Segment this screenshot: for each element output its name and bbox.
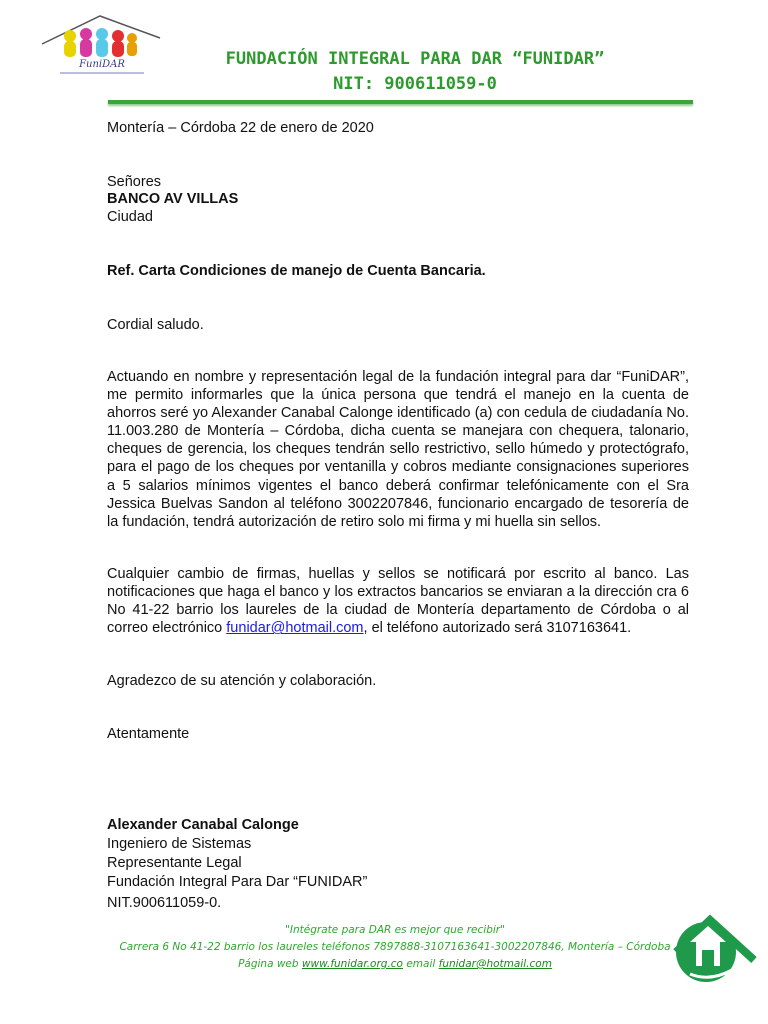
- footer-contact: [95, 958, 695, 970]
- header-divider: [108, 100, 693, 104]
- foundation-nit: NIT: 900611059-0: [333, 74, 497, 94]
- signer-nit: NIT.900611059-0.: [107, 895, 222, 911]
- house-icon: [670, 912, 760, 982]
- signer-role-1: Ingeniero de Sistemas: [107, 836, 252, 852]
- letter-closing: Atentamente: [107, 726, 190, 742]
- footer-slogan: "Intégrate para DAR es mejor que recibir": [285, 924, 505, 936]
- recipient-bank: BANCO AV VILLAS: [107, 191, 239, 207]
- paragraph-2-text: Cualquier cambio de firmas, huellas y sellos se notificará por escrito al banco. Las notificaciones que haga el banco y los extractos bancarios se enviaran a la dirección cra 6 No 41-22 barrio los laureles de la ciudad de Montería departamento de Córdoba o al correo electrónico: [107, 566, 689, 637]
- letter-date: Montería – Córdoba 22 de enero de 2020: [107, 120, 374, 136]
- email-link[interactable]: funidar@hotmail.com: [226, 620, 364, 637]
- recipient-salutation: Señores: [107, 174, 162, 190]
- funidar-logo: [40, 14, 162, 78]
- recipient-city: Ciudad: [107, 209, 153, 225]
- paragraph-2-end: , el teléfono autorizado será 3107163641.: [363, 620, 632, 637]
- letter-thanks: Agradezco de su atención y colaboración.: [107, 673, 377, 689]
- website-link[interactable]: www.funidar.org.co: [301, 958, 403, 970]
- letter-greeting: Cordial saludo.: [107, 317, 204, 333]
- body-paragraph-2: [107, 565, 689, 637]
- footer-email-link[interactable]: funidar@hotmail.com: [438, 958, 552, 970]
- signer-organization: Fundación Integral Para Dar “FUNIDAR”: [107, 874, 368, 890]
- svg-text:FuniDAR: FuniDAR: [79, 59, 125, 70]
- footer-address: Carrera 6 No 41-22 barrio los laureles teléfonos 7897888-3107163641-3002207846, Montería – Córdoba: [119, 941, 671, 953]
- signer-name: Alexander Canabal Calonge: [107, 817, 299, 833]
- web-label: Página web: [238, 958, 302, 970]
- signer-role-2: Representante Legal: [107, 855, 242, 871]
- email-label: email: [402, 958, 439, 970]
- letter-reference: Ref. Carta Condiciones de manejo de Cuenta Bancaria.: [107, 263, 486, 279]
- foundation-title: FUNDACIÓN INTEGRAL PARA DAR “FUNIDAR”: [225, 49, 605, 69]
- body-paragraph-1: Actuando en nombre y representación legal de la fundación integral para dar “FuniDAR”, me permito informarles que la única persona que tendrá el manejo en la cuenta de ahorros seré yo Alexander Canabal Calonge identificado (a) con cedula de ciudadanía No. 11.003.280 de Montería – Córdoba, dicha cuenta se manejara con chequera, talonario, cheques de gerencia, los cheques tendrán sello restrictivo, sello húmedo y protectógrafo, para el pago de los cheques por ventanilla y cobros mediante consignaciones superiores a 5 salarios mínimos vigentes el banco deberá confirmar telefónicamente con el Sra Jessica Buelvas Sandon al teléfono 3002207846, funcionario encargado de tesorería de la fundación, tendrá autorización de retiro solo mi firma y mi huella sin sellos.: [107, 369, 689, 530]
